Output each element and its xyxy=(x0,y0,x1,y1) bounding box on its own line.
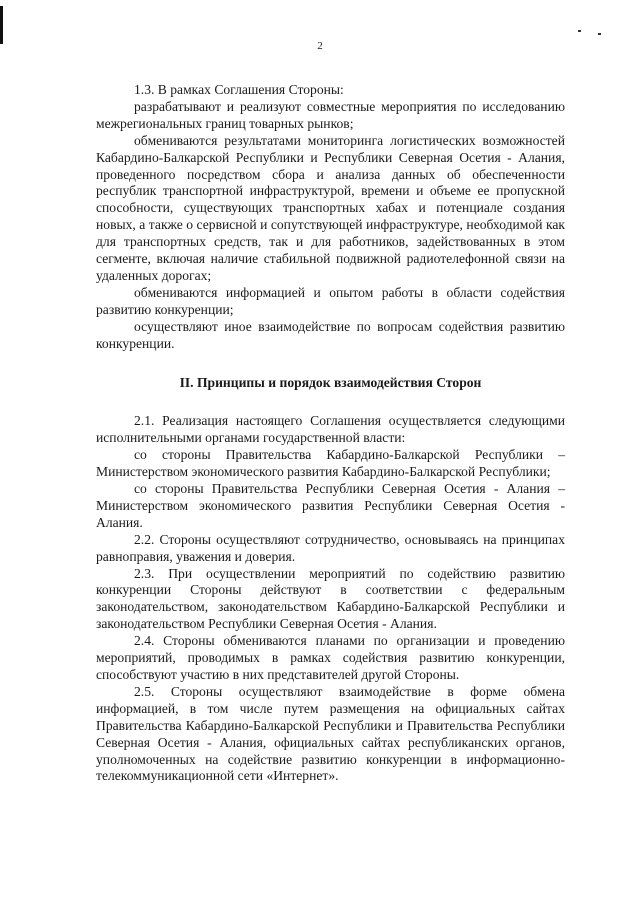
scan-dot xyxy=(578,30,581,32)
document-body xyxy=(96,82,565,785)
paragraph: со стороны Правительства Республики Северная Осетия - Алания – Министерством экономического развития Республики Северная Осетия - Алания. xyxy=(96,481,565,530)
paragraph: осуществляют иное взаимодействие по вопросам содействия развитию конкуренции. xyxy=(96,318,565,351)
page-number: 2 xyxy=(317,40,323,52)
paragraph: обмениваются результатами мониторинга логистических возможностей Кабардино-Балкарской Республики и Республики Северная Осетия - Алания, проведенного посредством сбора и анализа данных об обеспеченности республик транспортной инфраструктурой, времени и объеме ее пропускной способности, существующих транспортных хабах и потенциале создания новых, а также о сервисной и сопутствующей инфраструктуре, необходимой как для транспортных средств, так и для работников, задействованных в этом сегменте, включая наличие стабильной подвижной радиотелефонной связи на удаленных дорогах; xyxy=(96,132,565,283)
paragraph: 2.1. Реализация настоящего Соглашения осуществляется следующими исполнительными органами государственной власти: xyxy=(96,413,565,446)
paragraph: 2.3. При осуществлении мероприятий по содействию развитию конкуренции Стороны действуют в соответствии с федеральным законодательством, законодательством Кабардино-Балкарской Республики и законодательством Республики Северная Осетия - Алания. xyxy=(96,565,565,632)
section-title: II. Принципы и порядок взаимодействия Сторон xyxy=(179,374,482,390)
scan-dot xyxy=(598,33,601,35)
paragraph: 1.3. В рамках Соглашения Стороны: xyxy=(134,82,344,97)
paragraph: 2.4. Стороны обмениваются планами по организации и проведению мероприятий, проводимых в рамках содействия развитию конкуренции, способствуют участию в них представителей другой Стороны. xyxy=(96,633,565,682)
paragraph: разрабатывают и реализуют совместные мероприятия по исследованию межрегиональных границ товарных рынков; xyxy=(96,98,565,131)
paragraph: 2.2. Стороны осуществляют сотрудничество, основываясь на принципах равноправия, уважения и доверия. xyxy=(96,531,565,564)
paragraph: обмениваются информацией и опытом работы в области содействия развитию конкуренции; xyxy=(96,284,565,317)
paragraph: 2.5. Стороны осуществляют взаимодействие в форме обмена информацией, в том числе путем размещения на официальных сайтах Правительства Кабардино-Балкарской Республики и Правительства Республики Северная Осетия - Алания, официальных сайтах республиканских органов, уполномоченных на содействие развитию конкуренции в информационно-телекоммуникационной сети «Интернет». xyxy=(96,683,565,784)
scan-edge-mark xyxy=(0,6,3,44)
paragraph: со стороны Правительства Кабардино-Балкарской Республики – Министерством экономического развития Кабардино-Балкарской Республики; xyxy=(96,447,565,480)
